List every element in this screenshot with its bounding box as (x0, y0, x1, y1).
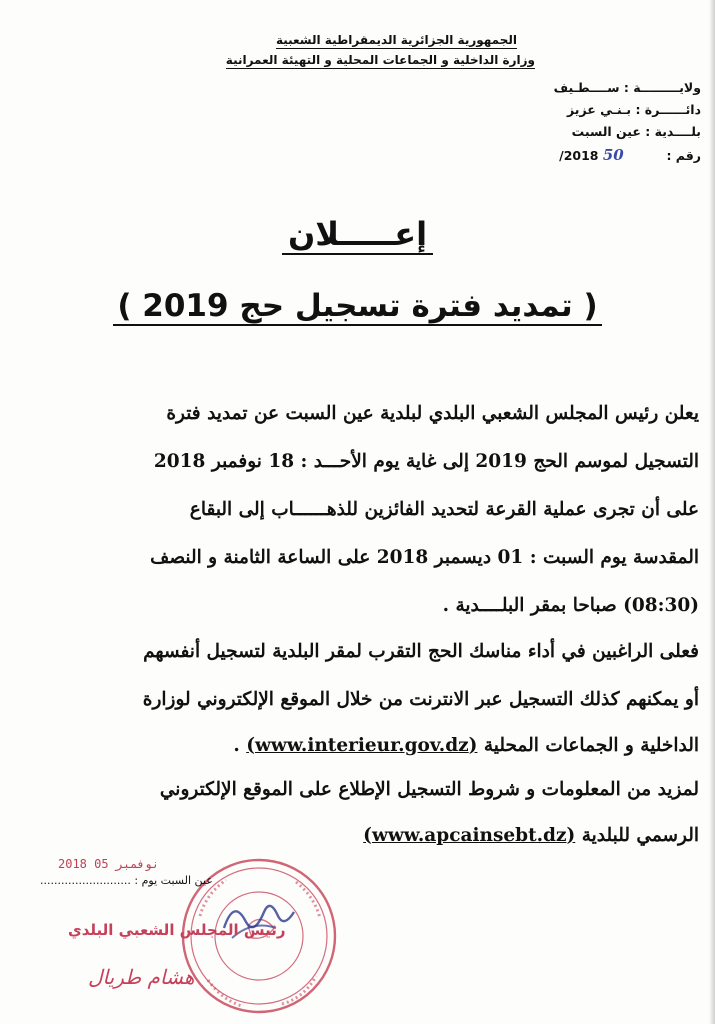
body-line-4: المقدسة يوم السبت : 01 ديسمبر 2018 على الساعة الثامنة و النصف (150, 547, 699, 568)
body-p3-line-1: لمزيد من المعلومات و شروط التسجيل الإطلاع على الموقع الإلكتروني (159, 779, 699, 800)
body-p2-line-2: أو يمكنهم كذلك التسجيل عبر الانترنت من خلال الموقع الإلكتروني لوزارة (142, 689, 699, 710)
body-line-5: (08:30) صباحا بمقر البلــــدية . (442, 595, 699, 616)
scan-edge-shadow (709, 0, 715, 1024)
meta-wilaya: ولايـــــــــة : ســــطـيف (553, 80, 701, 95)
place-date-line: عين السبت يوم : .......................... (40, 874, 213, 887)
signature-scribble (218, 888, 298, 950)
signer-title: رئيس المجلس الشعبي البلدي (68, 921, 286, 939)
number-handwritten: 50 (602, 146, 624, 164)
body-p3-line-2: الرسمي للبلدية (www.apcainsebt.dz) (363, 825, 699, 846)
header-republic: الجمهورية الجزائرية الديمقراطية الشعبية (275, 33, 517, 47)
stamp-date: 2018 نوفمبر 05 (58, 857, 160, 871)
number-year: 2018/ (559, 148, 599, 163)
meta-daira: دائــــــرة : بـنـي عزيز (566, 102, 701, 117)
meta-reference-number (559, 146, 701, 164)
header-ministry: وزارة الداخلية و الجماعات المحلية و التهيئة العمرانية (225, 53, 535, 67)
body-p2-line-1: فعلى الراغبين في أداء مناسك الحج التقرب لمقر البلدية لتسجيل أنفسهم (143, 641, 699, 662)
body-line-2: التسجيل لموسم الحج 2019 إلى غاية يوم الأحـــد : 18 نوفمبر 2018 (153, 451, 699, 472)
interior-ministry-link[interactable]: (www.interieur.gov.dz) (246, 735, 478, 756)
body-line-3: على أن تجرى عملية القرعة لتحديد الفائزين للذهــــــاب إلى البقاع (189, 499, 699, 520)
municipality-website-link[interactable]: (www.apcainsebt.dz) (363, 825, 576, 846)
number-label: رقم : (666, 148, 701, 163)
meta-commune: بلــــدية : عين السبت (571, 124, 701, 139)
body-p2-line-3: الداخلية و الجماعات المحلية (www.interieur.gov.dz) . (233, 735, 699, 756)
subject-title: ( تمديد فترة تسجيل حج 2019 ) (0, 288, 715, 324)
signer-name: هشام طريال (88, 965, 195, 989)
announcement-title: إعـــــلان (0, 215, 715, 253)
body-line-1: يعلن رئيس المجلس الشعبي البلدي لبلدية عين السبت عن تمديد فترة (166, 403, 699, 424)
